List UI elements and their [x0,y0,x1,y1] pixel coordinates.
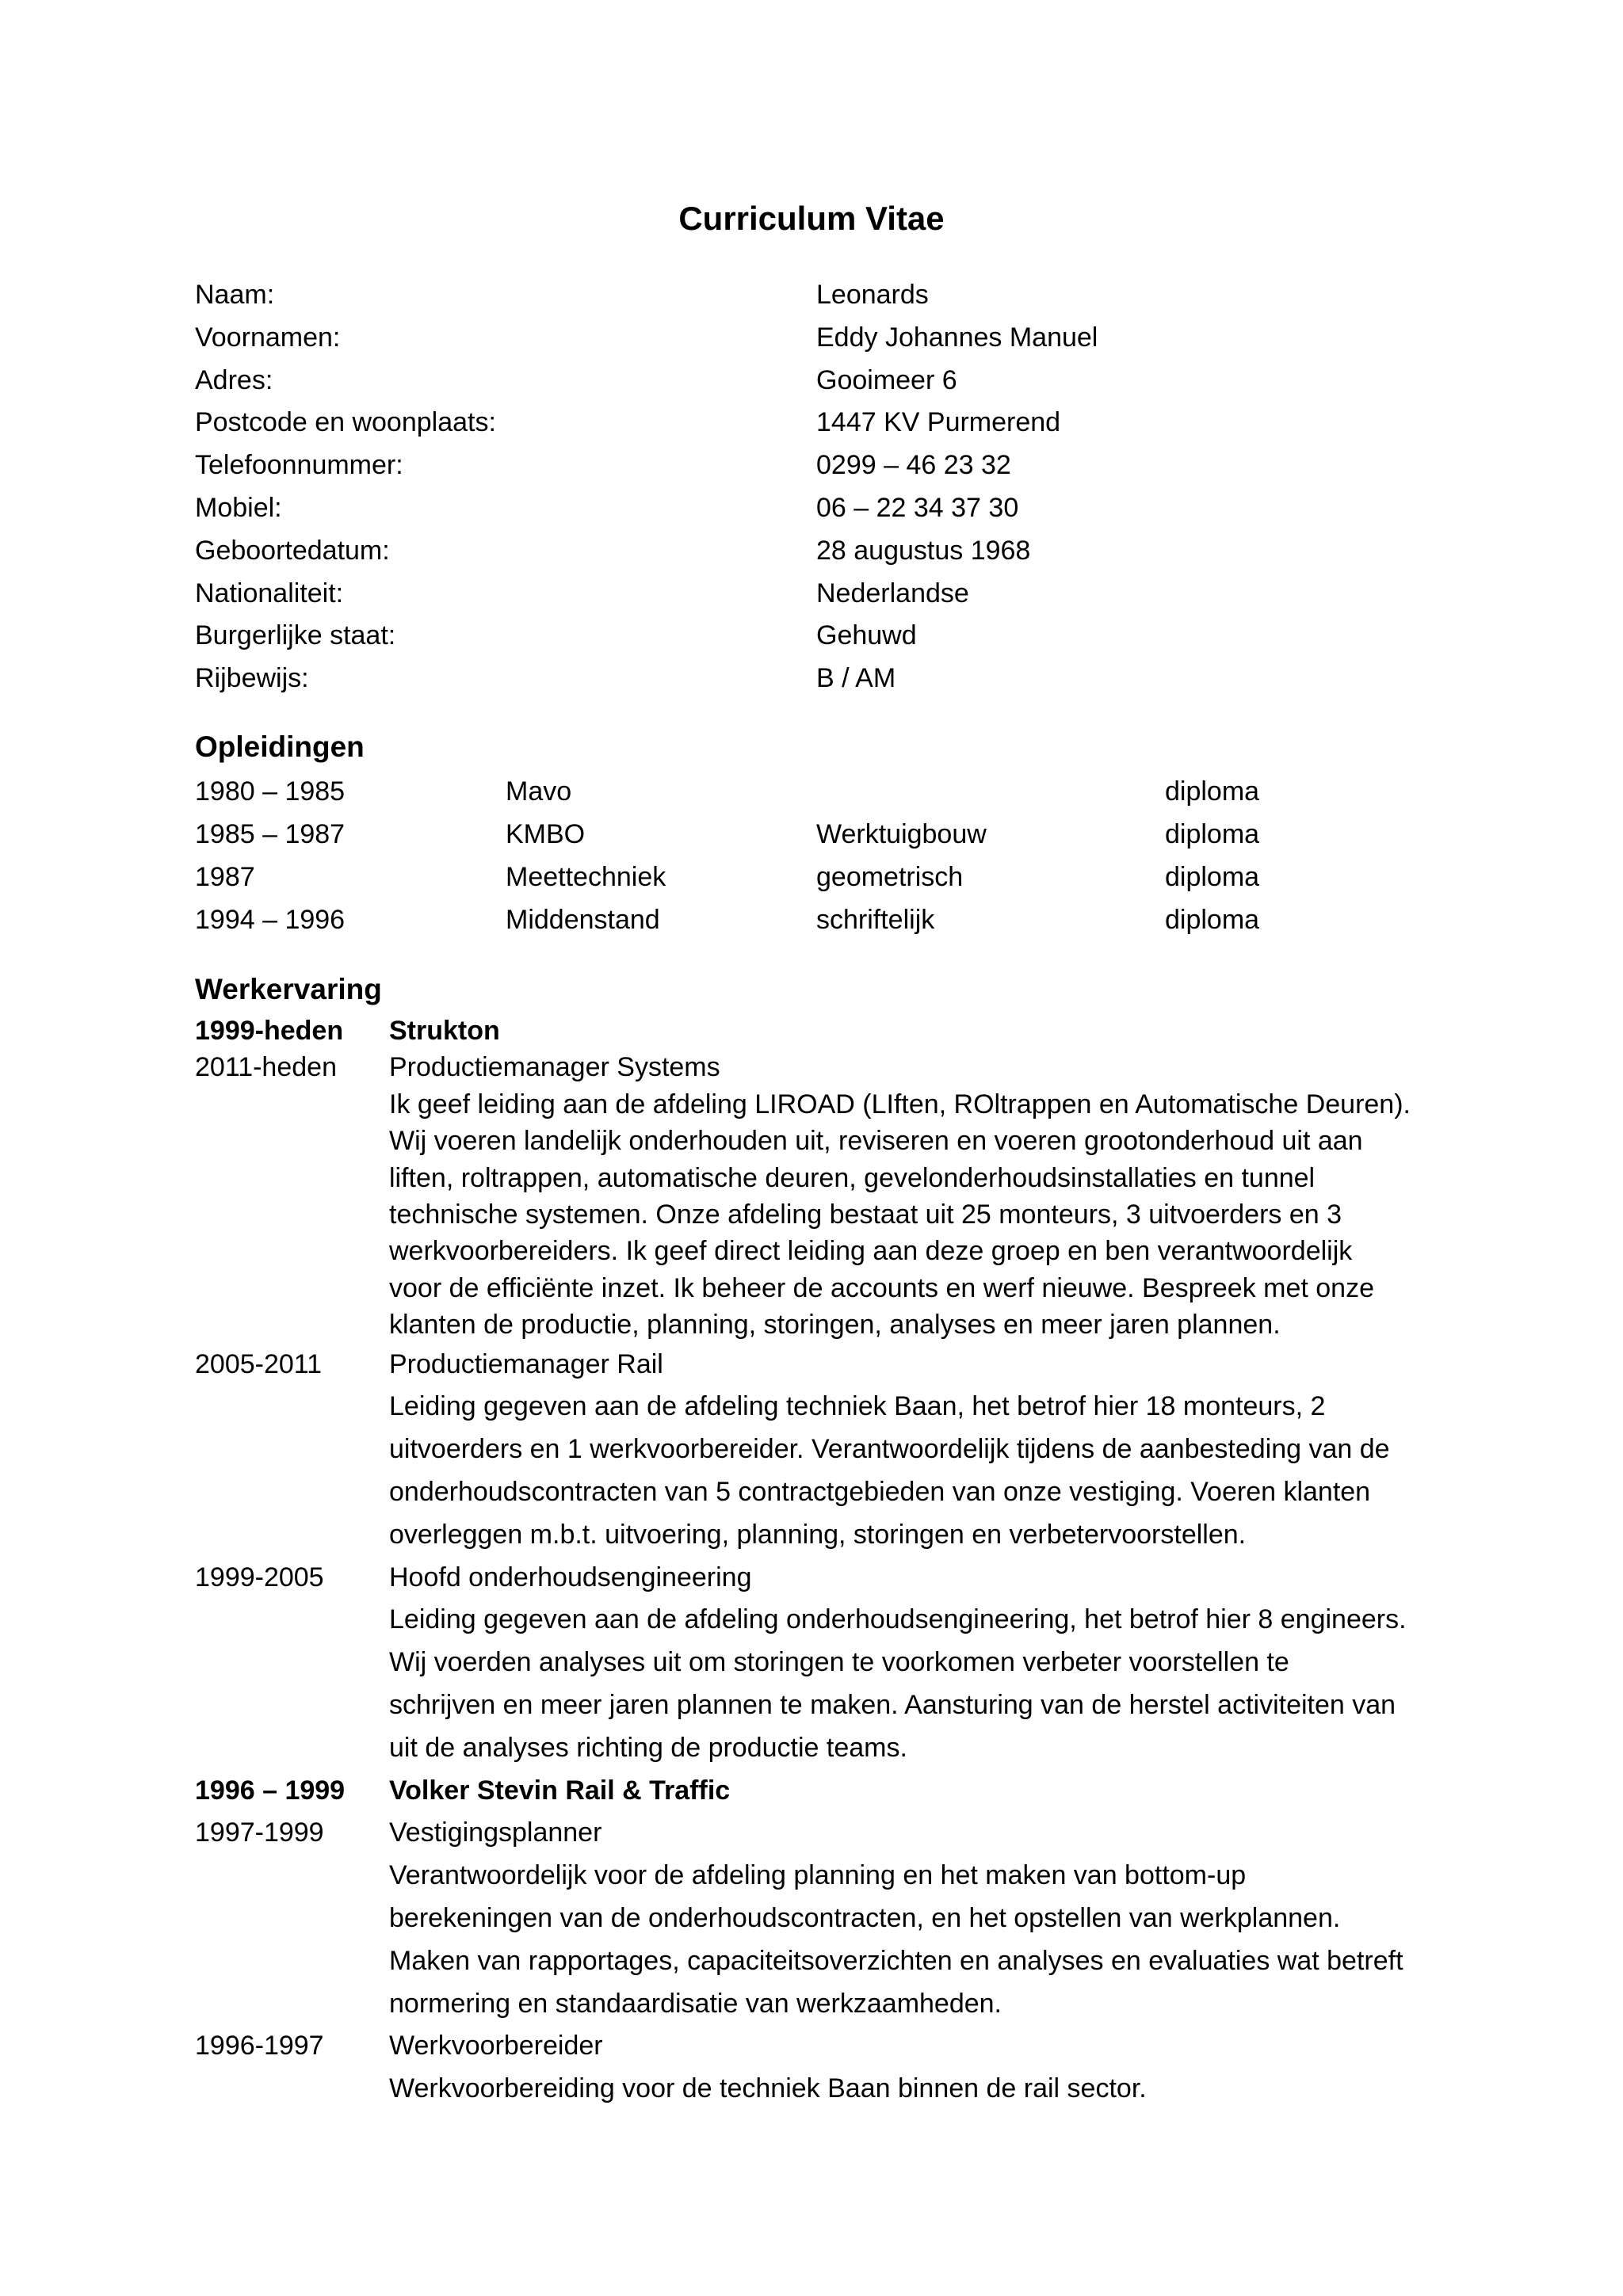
job-description-line: uitvoerders en 1 werkvoorbereider. Verantwoordelijk tijdens de aanbesteding van de [389,1434,1390,1465]
personal-row [195,658,1463,700]
job-description-line: overleggen m.b.t. uitvoering, planning, storingen en verbetervoorstellen. [389,1519,1247,1550]
job-text [389,1344,1467,1557]
education-row [195,898,1463,941]
field-label: Rijbewijs: [195,663,309,694]
education-table [195,770,1463,941]
education-course: Meettechniek [506,862,666,892]
field-value: 28 augustus 1968 [816,535,1031,566]
education-row [195,856,1463,898]
education-result: diploma [1165,776,1260,807]
job-description-line: Maken van rapportages, capaciteitsoverzichten en analyses en evaluaties wat betreft [389,1945,1403,1976]
education-period: 1994 – 1996 [195,905,346,935]
personal-details [195,274,1463,700]
field-label: Mobiel: [195,492,282,523]
work-heading: Werkervaring [195,973,382,1005]
job-title: Hoofd onderhoudsengineering [389,1562,752,1592]
job-title: Werkvoorbereider [389,2031,603,2061]
field-value: 06 – 22 34 37 30 [816,492,1019,523]
job-text [389,2025,1467,2111]
job-entry [195,1812,1463,2025]
job-description-line: Ik geef leiding aan de afdeling LIROAD (LIften, ROltrappen en Automatische Deuren). [389,1089,1411,1119]
job-description-line: berekeningen van de onderhoudscontracten, en het opstellen van werkplannen. [389,1903,1341,1934]
education-course: Middenstand [506,905,660,935]
job-entry [195,1049,1463,1343]
job-description-line: technische systemen. Onze afdeling bestaat uit 25 monteurs, 3 uitvoerders en 3 [389,1199,1342,1230]
personal-row [195,615,1463,658]
job-text [389,1812,1467,2025]
field-label: Geboortedatum: [195,535,390,566]
job-description-line: werkvoorbereiders. Ik geef direct leiding aan deze groep en ben verantwoordelijk [389,1236,1353,1267]
field-label: Voornamen: [195,322,341,353]
job-description-line: normering en standaardisatie van werkzaamheden. [389,1988,1002,2019]
job-description-line: klanten de productie, planning, storingen, analyses en meer jaren plannen. [389,1310,1281,1341]
document-title: Curriculum Vitae [678,200,945,237]
job-entry [195,1344,1463,1557]
job-description-line: uit de analyses richting de productie teams. [389,1732,907,1763]
education-result: diploma [1165,862,1260,892]
job-description-line: Leiding gegeven aan de afdeling techniek Baan, het betrof hier 18 monteurs, 2 [389,1391,1326,1422]
personal-row [195,573,1463,616]
education-course: Mavo [506,776,572,807]
field-value: Gehuwd [816,620,917,651]
field-value: B / AM [816,663,896,694]
employer-row [195,1770,1463,1813]
field-label: Nationaliteit: [195,578,344,608]
employer-name: Volker Stevin Rail & Traffic [389,1775,731,1806]
job-description-line: Verantwoordelijk voor de afdeling planning en het maken van bottom-up [389,1860,1247,1891]
personal-row [195,317,1463,360]
field-value: Leonards [816,280,929,310]
job-description-line: Wij voerden analyses uit om storingen te voorkomen verbeter voorstellen te [389,1647,1289,1678]
education-period: 1980 – 1985 [195,776,346,807]
job-period: 1997-1999 [195,1817,324,1848]
employer-period: 1996 – 1999 [195,1775,346,1806]
job-description-line: Werkvoorbereiding voor de techniek Baan binnen de rail sector. [389,2073,1147,2104]
field-label: Adres: [195,364,273,395]
personal-row [195,360,1463,402]
job-description-line: voor de efficiënte inzet. Ik beheer de accounts en werf nieuwe. Bespreek met onze [389,1272,1374,1303]
job-entry [195,2025,1463,2111]
job-description-line: onderhoudscontracten van 5 contractgebieden van onze vestiging. Voeren klanten [389,1477,1371,1508]
education-result: diploma [1165,905,1260,935]
education-period: 1987 [195,862,255,892]
education-course: KMBO [506,819,586,849]
field-value: Gooimeer 6 [816,364,957,395]
field-value: 0299 – 46 23 32 [816,450,1011,481]
personal-row [195,487,1463,530]
field-value: Eddy Johannes Manuel [816,322,1098,353]
job-period: 1999-2005 [195,1562,324,1592]
job-text [389,1557,1467,1770]
field-value: 1447 KV Purmerend [816,407,1061,438]
employer-row [195,1013,1463,1049]
job-title: Productiemanager Rail [389,1348,663,1379]
field-value: Nederlandse [816,578,969,608]
education-detail: geometrisch [816,862,964,892]
personal-row [195,402,1463,444]
personal-row [195,444,1463,487]
job-period: 1996-1997 [195,2031,324,2061]
field-label: Postcode en woonplaats: [195,407,496,438]
job-text [389,1049,1467,1343]
job-description-line: Wij voeren landelijk onderhouden uit, reviseren en voeren grootonderhoud uit aan [389,1126,1363,1157]
field-label: Burgerlijke staat: [195,620,396,651]
education-detail: Werktuigbouw [816,819,987,849]
education-detail: schriftelijk [816,905,935,935]
job-title: Productiemanager Systems [389,1052,720,1083]
education-result: diploma [1165,819,1260,849]
education-row [195,770,1463,813]
field-label: Naam: [195,280,275,310]
personal-row [195,530,1463,573]
education-period: 1985 – 1987 [195,819,346,849]
job-entry [195,1557,1463,1770]
job-description-line: schrijven en meer jaren plannen te maken. Aansturing van de herstel activiteiten van [389,1690,1396,1721]
employer-period: 1999-heden [195,1016,344,1046]
education-heading: Opleidingen [195,730,365,763]
job-description-line: liften, roltrappen, automatische deuren, gevelonderhoudsinstallaties en tunnel [389,1162,1316,1193]
job-title: Vestigingsplanner [389,1817,602,1848]
personal-row [195,274,1463,317]
job-description-line: Leiding gegeven aan de afdeling onderhoudsengineering, het betrof hier 8 engineers. [389,1604,1407,1635]
employer-name: Strukton [389,1016,500,1046]
job-period: 2011-heden [195,1052,337,1083]
field-label: Telefoonnummer: [195,450,403,481]
work-experience [195,1013,1463,2111]
education-row [195,813,1463,856]
job-period: 2005-2011 [195,1348,323,1379]
